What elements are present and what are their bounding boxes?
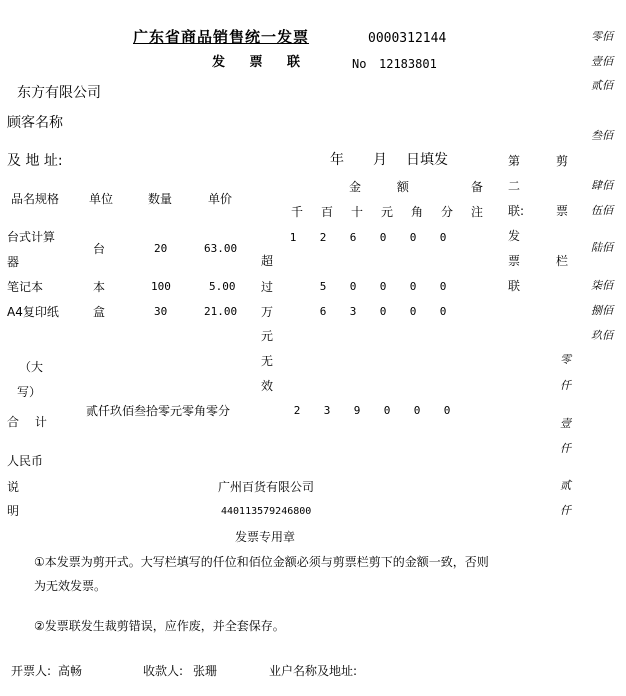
row1-digit-3: 0 xyxy=(379,231,387,244)
limit-note-2: 万 xyxy=(260,305,273,319)
date-year-label: 年 xyxy=(330,152,344,168)
stub-col2-2: 栏 xyxy=(556,254,569,268)
margin-thousand-2: 壹 xyxy=(560,417,571,430)
row3-digit-4: 0 xyxy=(409,305,417,318)
total-digit-1: 3 xyxy=(323,404,331,417)
header-name: 品名规格 xyxy=(11,192,60,206)
margin-hundred-1: 壹佰 xyxy=(591,55,613,68)
total-digit-3: 0 xyxy=(383,404,391,417)
stub-col1-0: 第 xyxy=(508,154,521,168)
row2-price: 5.00 xyxy=(209,280,236,293)
stub-col1-1: 二 xyxy=(508,179,521,193)
margin-thousand-4: 贰 xyxy=(560,479,571,492)
row2-digit-1: 5 xyxy=(319,280,327,293)
margin-hundred-8: 捌佰 xyxy=(591,304,613,317)
total-digits xyxy=(282,405,462,416)
business-label: 业户名称及地址: xyxy=(269,664,358,678)
receiver-label: 收款人: xyxy=(143,664,184,678)
digit-header-qian: 千 xyxy=(290,205,303,219)
invoice-subtitle: 发 票 联 xyxy=(212,55,311,70)
row3-digit-3: 0 xyxy=(379,305,387,318)
row1-digits xyxy=(278,232,458,243)
margin-hundred-3: 叁佰 xyxy=(591,129,613,142)
seller-name: 广州百货有限公司 xyxy=(218,480,315,494)
shuo-label: 说 xyxy=(7,480,20,494)
total-digit-5: 0 xyxy=(443,404,451,417)
date-fill-label: 日填发 xyxy=(406,152,448,168)
margin-hundred-5: 伍佰 xyxy=(591,204,613,217)
row1-digit-1: 2 xyxy=(319,231,327,244)
margin-thousand-3: 仟 xyxy=(560,442,571,455)
receiver-value: 张珊 xyxy=(193,664,218,678)
invoice-title: 广东省商品销售统一发票 xyxy=(133,28,310,46)
rmb-label: 人民币 xyxy=(7,454,44,468)
row2-digit-4: 0 xyxy=(409,280,417,293)
header-amount: 金 额 xyxy=(349,180,425,194)
row3-digit-1: 6 xyxy=(319,305,327,318)
row2-digits xyxy=(278,281,458,292)
limit-note-1: 过 xyxy=(260,280,273,294)
issuer-value: 高畅 xyxy=(58,664,83,678)
limit-note-4: 无 xyxy=(260,354,273,368)
chinese-amount: 贰仟玖佰叁拾零元零角零分 xyxy=(86,404,231,418)
row3-unit: 盒 xyxy=(93,305,106,319)
row1-digit-4: 0 xyxy=(409,231,417,244)
row2-digit-3: 0 xyxy=(379,280,387,293)
margin-thousand-0: 零 xyxy=(560,353,571,366)
row1-digit-0: 1 xyxy=(289,231,297,244)
header-unit: 单位 xyxy=(89,192,114,206)
heji-label: 合 计 xyxy=(7,415,53,429)
margin-hundred-4: 肆佰 xyxy=(591,179,613,192)
margin-hundred-0: 零佰 xyxy=(591,30,613,43)
row1-name-1: 台式计算 xyxy=(7,230,56,244)
limit-note-5: 效 xyxy=(260,379,273,393)
stub-col1-2: 联: xyxy=(508,204,525,218)
digit-header-yuan: 元 xyxy=(380,205,393,219)
ming-label: 明 xyxy=(7,504,20,518)
limit-note-3: 元 xyxy=(260,329,273,343)
daxie-label-1: （大 xyxy=(19,360,44,374)
header-qty: 数量 xyxy=(148,192,173,206)
customer-company: 东方有限公司 xyxy=(17,85,101,101)
row2-digit-5: 0 xyxy=(439,280,447,293)
margin-thousand-1: 仟 xyxy=(560,379,571,392)
row1-qty: 20 xyxy=(154,242,168,255)
digit-header-jiao: 角 xyxy=(410,205,423,219)
row1-name-2: 器 xyxy=(7,255,20,269)
margin-hundred-6: 陆佰 xyxy=(591,241,613,254)
header-price: 单价 xyxy=(208,192,233,206)
header-remark-2: 注 xyxy=(471,205,484,219)
digit-headers xyxy=(282,206,462,218)
digit-header-fen: 分 xyxy=(440,205,453,219)
header-remark-1: 备 xyxy=(471,180,484,194)
row3-digits xyxy=(278,306,458,317)
total-digit-0: 2 xyxy=(293,404,301,417)
note1-line2: 为无效发票。 xyxy=(34,579,107,593)
row2-name: 笔记本 xyxy=(7,280,44,294)
row3-qty: 30 xyxy=(154,305,168,318)
limit-note-0: 超 xyxy=(260,254,273,268)
invoice-number: 0000312144 xyxy=(368,31,447,46)
seller-tax-id: 440113579246800 xyxy=(221,506,312,517)
no-value: 12183801 xyxy=(379,57,437,71)
digit-header-bai: 百 xyxy=(320,205,333,219)
margin-hundred-7: 柒佰 xyxy=(591,279,613,292)
issuer-label: 开票人: xyxy=(11,664,52,678)
customer-address-label: 及 地 址: xyxy=(7,153,63,169)
row2-unit: 本 xyxy=(93,280,106,294)
stub-col1-4: 票 xyxy=(508,254,521,268)
row2-qty: 100 xyxy=(151,280,171,293)
customer-name-label: 顾客名称 xyxy=(7,115,63,131)
note2: ②发票联发生裁剪错误，应作废，并全套保存。 xyxy=(34,619,285,633)
row1-unit: 台 xyxy=(93,242,106,256)
margin-hundred-9: 玖佰 xyxy=(591,329,613,342)
no-label: No xyxy=(352,57,367,71)
row1-digit-5: 0 xyxy=(439,231,447,244)
date-month-label: 月 xyxy=(373,152,387,168)
daxie-label-2: 写） xyxy=(17,385,42,399)
total-digit-4: 0 xyxy=(413,404,421,417)
margin-hundred-2: 贰佰 xyxy=(591,79,613,92)
stub-col1-3: 发 xyxy=(508,229,521,243)
stub-col1-5: 联 xyxy=(508,279,521,293)
row3-digit-2: 3 xyxy=(349,305,357,318)
row3-name: A4复印纸 xyxy=(7,305,59,319)
row3-digit-5: 0 xyxy=(439,305,447,318)
row2-digit-2: 0 xyxy=(349,280,357,293)
row3-price: 21.00 xyxy=(204,305,238,318)
row1-price: 63.00 xyxy=(204,242,238,255)
stub-col2-0: 剪 xyxy=(556,154,569,168)
stub-col2-1: 票 xyxy=(556,204,569,218)
note1-line1: ①本发票为剪开式。大写栏填写的仟位和佰位金额必须与剪票栏剪下的金额一致，否则 xyxy=(34,555,489,569)
seller-seal-label: 发票专用章 xyxy=(235,530,296,544)
margin-thousand-5: 仟 xyxy=(560,504,571,517)
row1-digit-2: 6 xyxy=(349,231,357,244)
digit-header-shi: 十 xyxy=(350,205,363,219)
total-digit-2: 9 xyxy=(353,404,361,417)
